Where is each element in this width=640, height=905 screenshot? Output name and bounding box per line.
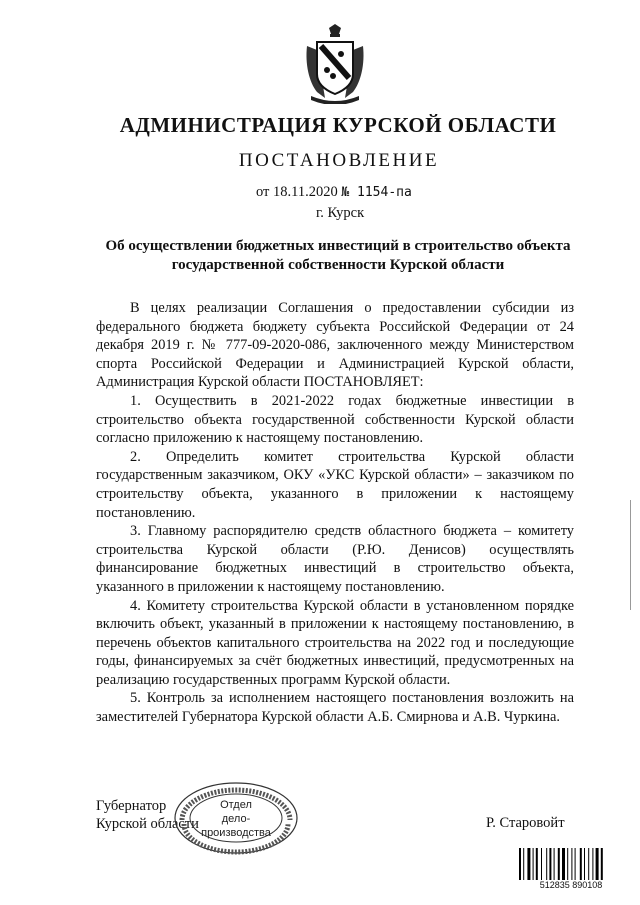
barcode-bar bbox=[536, 848, 538, 880]
paragraph-preamble: В целях реализации Соглашения о предоставлении субсидии из федерального бюджета бюджету субъекта Российской Федерации от 24 декабря 2019 г. № 777-09-2020-086, заключенного между Министерством спорта Российской Федерации и Администрацией Курской области, Администрация Курской области ПОСТАНОВЛЯЕТ: bbox=[96, 300, 574, 391]
barcode-bar bbox=[519, 848, 521, 880]
paragraph-2: 2. Определить комитет строительства Курской области государственным заказчиком, ОКУ «УКС Курской области» – заказчиком по строительству объекта, указанного в приложении к настоящему постановлению. bbox=[96, 448, 574, 521]
barcode-bar bbox=[523, 848, 524, 880]
registration-stamp bbox=[172, 780, 300, 856]
barcode-bar bbox=[601, 848, 603, 880]
barcode-bar bbox=[580, 848, 582, 880]
signatory-position-line1: Губернатор bbox=[96, 798, 167, 814]
document-type: ПОСТАНОВЛЕНИЕ bbox=[238, 150, 440, 171]
document-title: Об осуществлении бюджетных инвестиций в строительство объекта государственной собственности Курской области bbox=[105, 238, 571, 273]
document-city: г. Курск bbox=[316, 205, 365, 221]
barcode-bar bbox=[575, 848, 576, 880]
coat-of-arms-icon bbox=[303, 24, 367, 104]
barcode-bar bbox=[588, 848, 589, 880]
barcode-bar bbox=[562, 848, 565, 880]
paragraph-4: 4. Комитету строительства Курской области в установленном порядке включить объект, указанный в приложении к настоящему постановлению, в перечень объектов капитального строительства на 2022 год и последующие годы, финансируемых за счёт бюджетных инвестиций, предусмотренных на реализацию государственных программ Курской области. bbox=[96, 597, 574, 688]
date-prefix: от bbox=[256, 184, 270, 200]
barcode-bar bbox=[592, 848, 593, 880]
scan-edge-mark bbox=[630, 500, 631, 610]
barcode-bar bbox=[558, 848, 560, 880]
stamp-line1: Отдел bbox=[220, 799, 252, 811]
organization-heading: АДМИНИСТРАЦИЯ КУРСКОЙ ОБЛАСТИ bbox=[119, 113, 557, 137]
barcode-bar bbox=[596, 848, 599, 880]
paragraph-5: 5. Контроль за исполнением настоящего постановления возложить на заместителей Губернатора Курской области А.Б. Смирнова и А.В. Чуркина. bbox=[96, 690, 574, 726]
barcode-bar bbox=[533, 848, 534, 880]
document-body bbox=[96, 299, 574, 727]
signatory-name: Р. Старовойт bbox=[486, 815, 565, 831]
barcode-bar bbox=[554, 848, 555, 880]
barcode-bar bbox=[549, 848, 551, 880]
stamp-line3: производства bbox=[201, 827, 271, 839]
barcode-bar bbox=[541, 848, 542, 880]
paragraph-1: 1. Осуществить в 2021-2022 годах бюджетные инвестиции в строительство объекта государственной собственности Курской области согласно приложению к настоящему постановлению. bbox=[96, 392, 574, 447]
barcode-bar bbox=[571, 848, 572, 880]
paragraph-3: 3. Главному распорядителю средств областного бюджета – комитету строительства Курской области (Р.Ю. Денисов) осуществлять финансирование бюджетных инвестиций в строительство объекта, указанного в приложении к настоящему постановлению. bbox=[96, 523, 574, 595]
document-number: № 1154-па bbox=[341, 185, 412, 200]
stamp-line2: дело- bbox=[221, 813, 251, 825]
document-date: 18.11.2020 bbox=[273, 184, 338, 200]
barcode-bar bbox=[584, 848, 585, 880]
document-date-line bbox=[256, 184, 412, 201]
signatory-position-line2: Курской области bbox=[96, 816, 199, 832]
barcode-bar bbox=[527, 848, 530, 880]
barcode-number: 512835 890108 bbox=[518, 880, 624, 890]
barcode-bar bbox=[546, 848, 547, 880]
barcode-bar bbox=[567, 848, 568, 880]
